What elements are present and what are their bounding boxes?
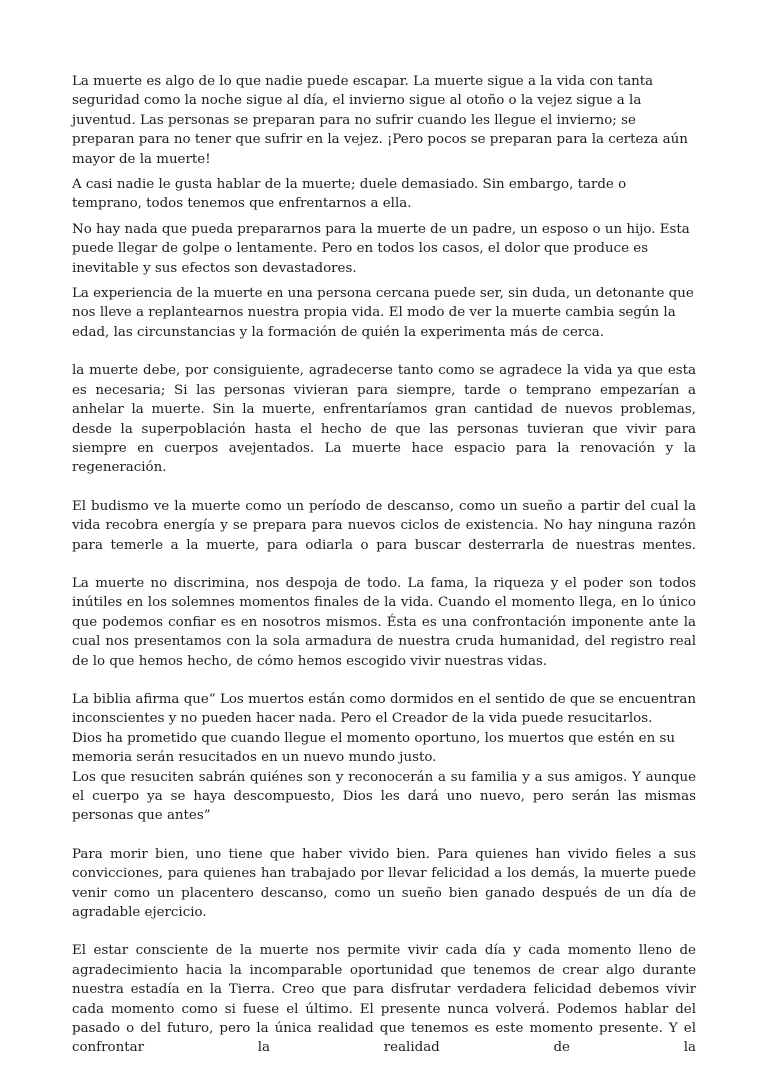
quote-line: Los que resuciten sabrán quiénes son y reconocerán a su familia y a sus amigos. Y aunque el cuerpo ya se haya descompuesto, Dios les dará uno nuevo, pero serán las mismas personas que antes”	[72, 769, 696, 824]
paragraph: La muerte es algo de lo que nadie puede escapar. La muerte sigue a la vida con tanta seguridad como la noche sigue al día, el invierno sigue al otoño o la vejez sigue a la juventud. Las personas se preparan para no sufrir cuando les llegue el invierno; se preparan para no tener que sufrir en la vejez. ¡Pero pocos se preparan para la certeza aún mayor de la muerte!	[72, 74, 688, 167]
paragraph: No hay nada que pueda prepararnos para la muerte de un padre, un esposo o un hijo. Esta puede llegar de golpe o lentamente. Pero en todos los casos, el dolor que produce es inevitable y sus efectos son devastadores.	[72, 221, 690, 276]
paragraph: la muerte debe, por consiguiente, agradecerse tanto como se agradece la vida ya que esta es necesaria; Si las personas vivieran para siempre, tarde o temprano empezarían a anhelar la muerte. Sin la muerte, enfrentaríamos gran cantidad de nuevos problemas, desde la superpoblación hasta el hecho de que las personas tuvieran que vivir para siempre en cuerpos avejentados. La muerte hace espacio para la renovación y la regeneración.	[72, 363, 696, 476]
quote-line: La biblia afirma que” Los muertos están como dormidos en el sentido de que se encuentran inconscientes y no pueden hacer nada. Pero el Creador de la vida puede resucitarlos.	[72, 691, 696, 727]
paragraph: Para morir bien, uno tiene que haber vivido bien. Para quienes han vivido fieles a sus convicciones, para quienes han trabajado por llevar felicidad a los demás, la muerte puede venir como un placentero descanso, como un sueño bien ganado después de un día de agradable ejercicio.	[72, 846, 696, 921]
paragraph: El estar consciente de la muerte nos permite vivir cada día y cada momento lleno de agradecimiento hacia la incomparable oportunidad que tenemos de crear algo durante nuestra estadía en la Tierra. Creo que para disfrutar verdadera felicidad debemos vivir cada momento como si fuese el último. El presente nunca volverá. Podemos hablar del pasado o del futuro, pero la única realidad que tenemos es este momento presente. Y el confrontar la realidad de la	[72, 943, 696, 1056]
paragraph: A casi nadie le gusta hablar de la muerte; duele demasiado. Sin embargo, tarde o temprano, todos tenemos que enfrentarnos a ella.	[72, 177, 627, 212]
document-page	[72, 72, 696, 1058]
paragraph: La muerte no discrimina, nos despoja de todo. La fama, la riqueza y el poder son todos inútiles en los solemnes momentos finales de la vida. Cuando el momento llega, en lo único que podemos confiar es en nosotros mismos. Ésta es una confrontación imponente ante la cual nos presentamos con la sola armadura de nuestra cruda humanidad, del registro real de lo que hemos hecho, de cómo hemos escogido vivir nuestras vidas.	[72, 575, 696, 669]
paragraph: El budismo ve la muerte como un período de descanso, como un sueño a partir del cual la vida recobra energía y se prepara para nuevos ciclos de existencia. No hay ninguna razón para temerle a la muerte, para odiarla o para buscar desterrarla de nuestras mentes.	[72, 498, 696, 553]
biblia-quote	[72, 690, 696, 826]
quote-line: Dios ha prometido que cuando llegue el momento oportuno, los muertos que estén en su memoria serán resucitados en un nuevo mundo justo.	[72, 730, 675, 766]
paragraph: La experiencia de la muerte en una persona cercana puede ser, sin duda, un detonante que nos lleve a replantearnos nuestra propia vida. El modo de ver la muerte cambia según la edad, las circunstancias y la formación de quién la experimenta más de cerca.	[72, 286, 694, 340]
